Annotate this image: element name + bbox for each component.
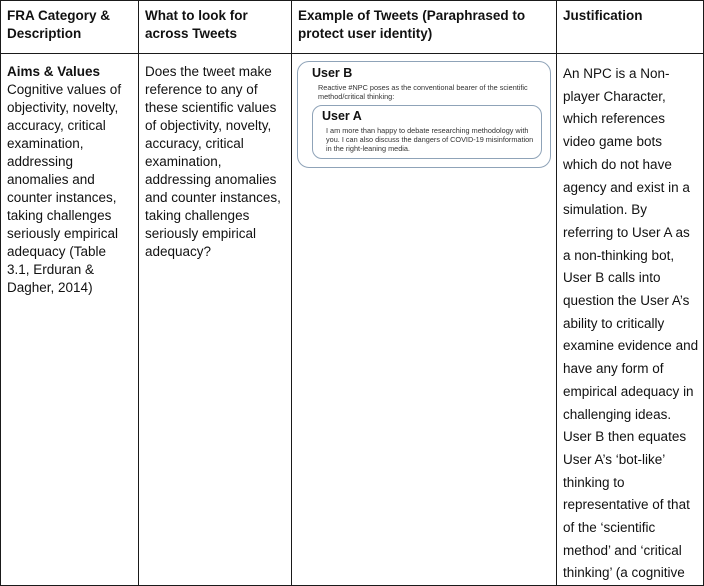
tweet-card-outer [297,61,551,168]
example-cell [292,54,557,586]
header-example: Example of Tweets (Paraphrased to protect user identity) [292,1,557,54]
header-row [1,1,704,54]
look-for-text: Does the tweet make reference to any of these scientific values of objectivity, novelty, accuracy, critical examination, addressing anomalies and counter instances, taking challenges seriously empirical adequacy? [145,64,281,259]
header-category: FRA Category & Description [1,1,139,54]
justification-cell [557,54,704,586]
justification-text: An NPC is a Non-player Character, which references video game bots which do not have agency and exist in a simulation. By referring to User A as a non-thinking bot, User B calls into question the User A’s ability to critically examine evidence and have any form of empirical adequacy in challenging ideas. User B then equates User A’s ‘bot-like’ thinking to representative of that of the ‘scientific method’ and ‘critical thinking’ (a cognitive [563,66,699,581]
category-title: Aims & Values [7,64,101,79]
tweet-card-inner [312,105,542,159]
table-row [1,54,704,586]
tweet-user-b: User B [312,66,353,80]
category-description: Cognitive values of objectivity, novelty, accuracy, critical examination, addressing anomalies and counter instances, taking challenges seriously empirical adequacy (Table 3.1, Erduran & Dagher, 2014) [7,82,122,295]
category-cell [1,54,139,586]
look-for-cell [139,54,292,586]
tweet-text-b: Reactive #NPC poses as the conventional bearer of the scientific method/critical thinking: [318,83,528,101]
header-justification: Justification [557,1,704,54]
tweet-text-a: I am more than happy to debate researching methodology with you. I can also discuss the dangers of COVID-19 misinformation in the right-leaning media. [326,126,534,153]
tweet-user-a: User A [322,109,362,123]
header-look-for: What to look for across Tweets [139,1,292,54]
